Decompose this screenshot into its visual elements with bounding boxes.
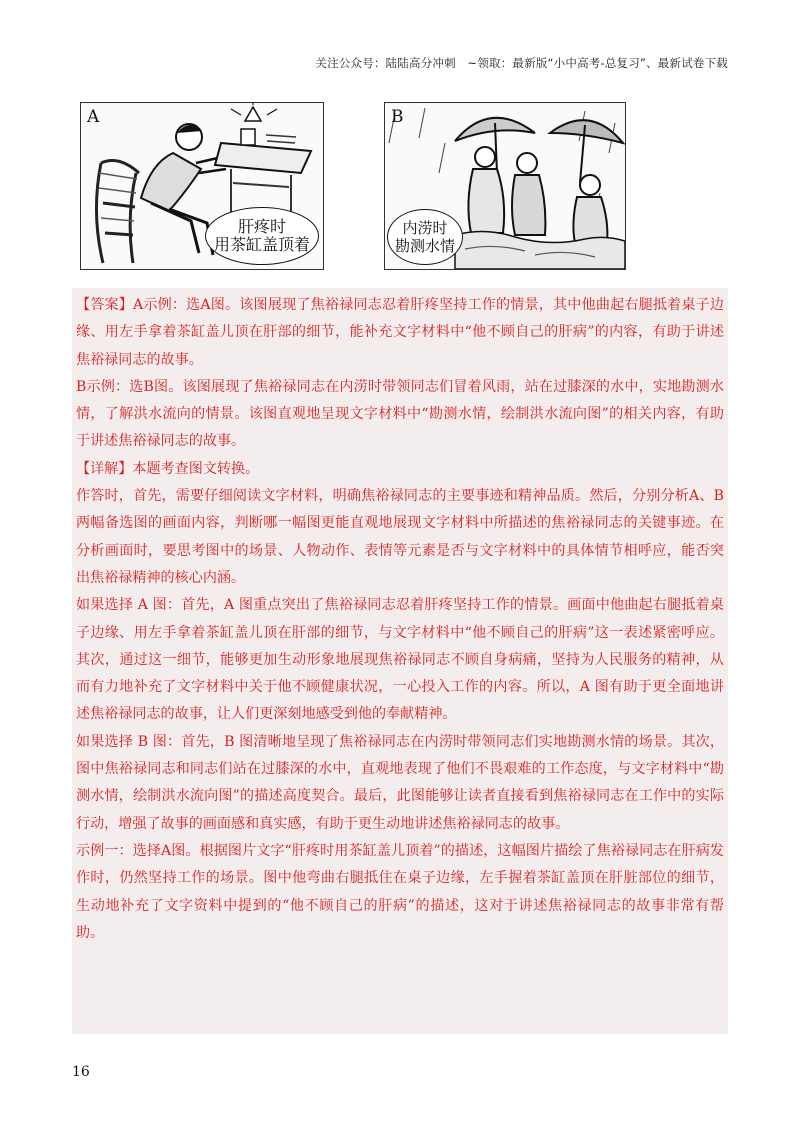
detail-paragraph: 如果选择 B 图：首先，B 图清晰地呈现了焦裕禄同志在内涝时带领同志们实地勘测水情的场景。其次，图中焦裕禄同志和同志们站在过膝深的水中，直观地表现了他们不畏艰难的工作态度，与文字材料中“勘测水情，绘制洪水流向图”的描述高度契合。最后，此图能够让读者直接看到焦裕禄同志在工作中的实际行动，增强了故事的画面感和真实感，有助于更生动地讲述焦裕禄同志的故事。: [76, 733, 724, 832]
illustration-a: [80, 102, 324, 270]
page-header: 关注公众号：陆陆高分冲刺 ~领取：最新版“小中高考-总复习”、最新试卷下载: [315, 56, 728, 70]
detail-paragraph: 作答时，首先，需要仔细阅读文字材料，明确焦裕禄同志的主要事迹和精神品质。然后，分别分析A、B两幅备选图的画面内容，判断哪一幅图更能直观地展现文字材料中所描述的焦裕禄同志的关键事迹。在分析画面时，要思考图中的场景、人物动作、表情等元素是否与文字材料中的具体情节相呼应，能否突出焦裕禄精神的核心内涵。: [76, 488, 724, 586]
figure-a-caption-line2: 用茶缸盖顶着: [213, 235, 310, 254]
figure-b-label: B: [391, 107, 404, 127]
example-paragraph: 示例一：选择A图。根据图片文字“肝疼时用茶缸盖儿顶着”的描述，这幅图片描绘了焦裕禄同志在肝病发作时，仍然坚持工作的场景。图中他弯曲右腿抵住在桌子边缘，左手握着茶缸盖顶在肝脏部位的细节，生动地补充了文字资料中提到的“他不顾自己的肝病”的描述，这对于讲述焦裕禄同志的故事非常有帮助。: [76, 842, 724, 941]
page-number: 16: [72, 1064, 90, 1080]
figure-a-label: A: [87, 107, 100, 127]
figure-a-caption-line1: 肝疼时: [237, 217, 286, 236]
figure-a-caption: [205, 207, 319, 265]
figure-b-caption-line1: 内涝时: [402, 219, 448, 237]
answer-paragraph: B示例：选B图。该图展现了焦裕禄同志在内涝时带领同志们冒着风雨，站在过膝深的水中，实地勘测水情，了解洪水流向的情景。该图直观地呈现文字材料中“勘测水情，绘制洪水流向图”的相关内容，有助于讲述焦裕禄同志的故事。: [76, 378, 724, 450]
figure-b-caption: [387, 209, 463, 265]
illustration-b: [384, 102, 626, 270]
figure-b-caption-line2: 勘测水情: [394, 237, 455, 255]
answer-section: [72, 288, 728, 1034]
answer-paragraph: 【答案】A示例：选A图。该图展现了焦裕禄同志忍着肝疼坚持工作的情景，其中他曲起右腿抵着桌子边缘、用左手拿着茶缸盖儿顶在肝部的细节，能补充文字材料中“他不顾自己的肝病”的内容，有助于讲述焦裕禄同志的故事。: [76, 297, 724, 368]
detail-heading: 【详解】本题考查图文转换。: [76, 460, 260, 477]
detail-paragraph: 如果选择 A 图：首先，A 图重点突出了焦裕禄同志忍着肝疼坚持工作的情景。画面中他曲起右腿抵着桌子边缘、用左手拿着茶缸盖儿顶在肝部的细节，与文字材料中“他不顾自己的肝病”这一表述紧密呼应。其次，通过这一细节，能够更加生动形象地展现焦裕禄同志不顾自身病痛，坚持为人民服务的精神，从而有力地补充了文字材料中关于他不顾健康状况，一心投入工作的内容。所以，A 图有助于更全面地讲述焦裕禄同志的故事，让人们更深刻地感受到他的奉献精神。: [76, 597, 724, 723]
